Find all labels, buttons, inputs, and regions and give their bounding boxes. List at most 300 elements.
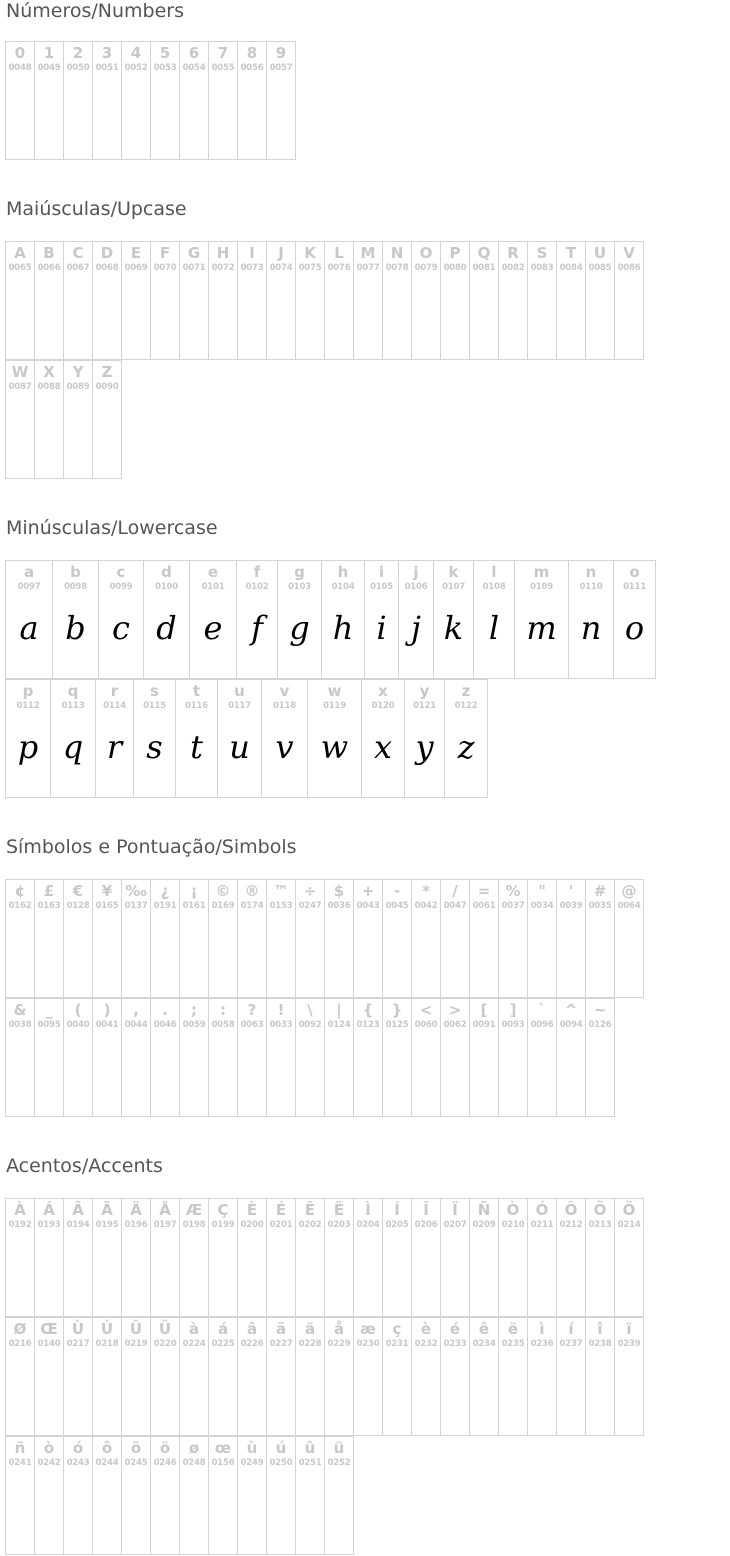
- glyph-code: 0053: [153, 63, 177, 73]
- glyph-cell: [296, 1199, 325, 1317]
- glyph-cell: [238, 242, 267, 360]
- glyph-code: 0067: [66, 263, 90, 273]
- glyph-cell: [122, 999, 151, 1117]
- glyph-character: Ú: [100, 1320, 114, 1338]
- glyph-cell: [412, 1199, 441, 1317]
- glyph-row: [5, 241, 644, 360]
- glyph-cell: [383, 242, 412, 360]
- glyph-code: 0109: [530, 582, 553, 592]
- glyph-cell: [134, 680, 176, 798]
- glyph-character: K: [304, 244, 316, 262]
- glyph-code: 0079: [414, 263, 438, 273]
- glyph-row: [5, 1317, 644, 1436]
- glyph-character: Ò: [506, 1201, 520, 1219]
- glyph-character: £: [43, 882, 55, 900]
- glyph-character: q: [67, 682, 79, 700]
- glyph-character: w: [327, 682, 342, 700]
- glyph-cell: [296, 1318, 325, 1436]
- glyph-character: @: [621, 882, 637, 900]
- glyph-code: 0113: [61, 701, 85, 711]
- glyph-cell: [151, 1437, 180, 1555]
- glyph-cell: [93, 880, 122, 998]
- glyph-code: 0163: [37, 901, 61, 911]
- glyph-cell: [6, 880, 35, 998]
- glyph-character: ò: [43, 1439, 55, 1457]
- glyph-cell: [64, 1318, 93, 1436]
- glyph-cell: [209, 999, 238, 1117]
- glyph-code: 0039: [559, 901, 583, 911]
- glyph-code: 0248: [182, 1458, 206, 1468]
- glyph-code: 0064: [617, 901, 641, 911]
- glyph-character: Û: [129, 1320, 143, 1338]
- glyph-code: 0123: [356, 1020, 380, 1030]
- glyph-cell: [383, 999, 412, 1117]
- glyph-code: 0073: [240, 263, 264, 273]
- glyph-cell: [6, 242, 35, 360]
- glyph-code: 0233: [443, 1339, 467, 1349]
- glyph-code: 0078: [385, 263, 409, 273]
- glyph-character: ¢: [14, 882, 26, 900]
- glyph-character: Z: [101, 363, 113, 381]
- glyph-code: 0070: [153, 263, 177, 273]
- glyph-character: ;: [191, 1001, 197, 1019]
- glyph-code: 0066: [37, 263, 61, 273]
- glyph-cell: [6, 680, 51, 798]
- glyph-character: -: [393, 882, 401, 900]
- glyph-sample: f: [251, 609, 263, 647]
- glyph-sample: l: [488, 609, 500, 647]
- glyph-character: z: [461, 682, 471, 700]
- glyph-character: [: [480, 1001, 488, 1019]
- glyph-code: 0250: [269, 1458, 293, 1468]
- glyph-code: 0124: [327, 1020, 351, 1030]
- glyph-cell: [557, 242, 586, 360]
- glyph-cell: [528, 1318, 557, 1436]
- glyph-code: 0107: [442, 582, 465, 592]
- glyph-cell: [51, 680, 96, 798]
- glyph-character: v: [279, 682, 290, 700]
- glyph-cell: [528, 242, 557, 360]
- glyph-character: Ä: [130, 1201, 142, 1219]
- glyph-sample: j: [411, 609, 421, 647]
- glyph-cell: [6, 1437, 35, 1555]
- glyph-cell: [180, 242, 209, 360]
- glyph-character: ø: [188, 1439, 200, 1457]
- glyph-code: 0239: [617, 1339, 641, 1349]
- glyph-cell: [6, 561, 53, 679]
- glyph-cell: [238, 1318, 267, 1436]
- glyph-cell: [267, 242, 296, 360]
- glyph-character: m: [533, 563, 550, 581]
- glyph-row: [5, 1198, 644, 1317]
- glyph-code: 0076: [327, 263, 351, 273]
- glyph-cell: [445, 680, 488, 798]
- glyph-character: &: [13, 1001, 27, 1019]
- glyph-code: 0197: [153, 1220, 177, 1230]
- glyph-character: g: [294, 563, 305, 581]
- glyph-character: N: [390, 244, 404, 262]
- glyph-character: L: [334, 244, 344, 262]
- glyph-character: I: [249, 244, 255, 262]
- glyph-character: l: [491, 563, 497, 581]
- glyph-row: [5, 560, 656, 679]
- glyph-code: 0209: [472, 1220, 496, 1230]
- glyph-code: 0211: [530, 1220, 554, 1230]
- glyph-code: 0106: [404, 582, 428, 592]
- glyph-cell: [557, 999, 586, 1117]
- glyph-code: 0087: [8, 382, 32, 392]
- glyph-character: y: [419, 682, 430, 700]
- glyph-code: 0228: [298, 1339, 322, 1349]
- glyph-cell: [35, 1318, 64, 1436]
- glyph-code: 0108: [482, 582, 506, 592]
- glyph-cell: [122, 242, 151, 360]
- glyph-cell: [615, 880, 644, 998]
- glyph-code: 0238: [588, 1339, 612, 1349]
- glyph-character: Ç: [217, 1201, 229, 1219]
- glyph-character: |: [336, 1001, 342, 1019]
- glyph-cell: [209, 1318, 238, 1436]
- glyph-character: É: [275, 1201, 287, 1219]
- glyph-character: í: [568, 1320, 574, 1338]
- glyph-cell: [308, 680, 362, 798]
- glyph-cell: [470, 1318, 499, 1436]
- glyph-character: `: [538, 1001, 546, 1019]
- glyph-sample: g: [289, 609, 310, 647]
- glyph-code: 0072: [211, 263, 235, 273]
- glyph-cell: [267, 1199, 296, 1317]
- glyph-code: 0226: [240, 1339, 264, 1349]
- glyph-cell: [6, 42, 35, 160]
- glyph-character: ®: [244, 882, 260, 900]
- glyph-cell: [557, 1199, 586, 1317]
- glyph-cell: [441, 1318, 470, 1436]
- glyph-cell: [267, 999, 296, 1117]
- glyph-character: è: [420, 1320, 432, 1338]
- glyph-cell: [278, 561, 322, 679]
- glyph-code: 0049: [37, 63, 61, 73]
- glyph-character: 5: [159, 44, 171, 62]
- glyph-cell: [499, 242, 528, 360]
- glyph-character: Q: [477, 244, 491, 262]
- glyph-character: ì: [539, 1320, 545, 1338]
- glyph-cell: [151, 1199, 180, 1317]
- glyph-cell: [470, 1199, 499, 1317]
- glyph-cell: [354, 999, 383, 1117]
- glyph-code: 0055: [211, 63, 235, 73]
- glyph-cell: [296, 999, 325, 1117]
- glyph-code: 0081: [472, 263, 496, 273]
- glyph-code: 0225: [211, 1339, 235, 1349]
- glyph-character: ë: [507, 1320, 519, 1338]
- glyph-character: >: [448, 1001, 462, 1019]
- glyph-character: 9: [275, 44, 287, 62]
- glyph-code: 0094: [559, 1020, 583, 1030]
- glyph-sample: v: [275, 728, 294, 766]
- glyph-code: 0204: [356, 1220, 380, 1230]
- glyph-code: 0201: [269, 1220, 293, 1230]
- glyph-code: 0218: [95, 1339, 119, 1349]
- glyph-cell: [64, 880, 93, 998]
- glyph-cell: [122, 880, 151, 998]
- glyph-code: 0217: [66, 1339, 90, 1349]
- glyph-cell: [586, 1318, 615, 1436]
- glyph-character: î: [597, 1320, 603, 1338]
- glyph-character: Í: [394, 1201, 400, 1219]
- glyph-code: 0231: [385, 1339, 409, 1349]
- glyph-character: 2: [72, 44, 84, 62]
- glyph-code: 0089: [66, 382, 90, 392]
- glyph-code: 0045: [385, 901, 409, 911]
- glyph-sample: n: [580, 609, 602, 647]
- glyph-sample: x: [373, 728, 393, 766]
- glyph-code: 0088: [37, 382, 61, 392]
- glyph-code: 0068: [95, 263, 119, 273]
- glyph-cell: [238, 42, 267, 160]
- glyph-code: 0077: [356, 263, 380, 273]
- glyph-code: 0220: [153, 1339, 177, 1349]
- glyph-code: 0153: [269, 901, 293, 911]
- glyph-cell: [515, 561, 569, 679]
- glyph-sample: s: [146, 728, 163, 766]
- glyph-code: 0118: [273, 701, 296, 711]
- glyph-cell: [238, 1199, 267, 1317]
- glyph-character: À: [14, 1201, 26, 1219]
- glyph-cell: [122, 1318, 151, 1436]
- glyph-character: t: [192, 682, 201, 700]
- glyph-cell: [209, 242, 238, 360]
- glyph-code: 0251: [298, 1458, 322, 1468]
- glyph-cell: [93, 1318, 122, 1436]
- glyph-character: S: [536, 244, 548, 262]
- glyph-character: Ì: [365, 1201, 371, 1219]
- glyph-character: à: [188, 1320, 200, 1338]
- glyph-cell: [35, 1199, 64, 1317]
- glyph-character: Ï: [452, 1201, 458, 1219]
- glyph-character: o: [629, 563, 640, 581]
- glyph-code: 0110: [579, 582, 603, 592]
- glyph-character: ': [568, 882, 574, 900]
- glyph-code: 0063: [240, 1020, 264, 1030]
- glyph-character: æ: [360, 1320, 376, 1338]
- glyph-character: i: [378, 563, 385, 581]
- glyph-code: 0043: [356, 901, 380, 911]
- glyph-sample: z: [457, 728, 475, 766]
- glyph-code: 0165: [95, 901, 119, 911]
- glyph-character: {: [362, 1001, 374, 1019]
- glyph-code: 0210: [501, 1220, 525, 1230]
- glyph-character: Ó: [535, 1201, 549, 1219]
- glyph-cell: [296, 880, 325, 998]
- glyph-cell: [35, 361, 64, 479]
- glyph-cell: [64, 242, 93, 360]
- glyph-cell: [470, 999, 499, 1117]
- glyph-cell: [499, 1318, 528, 1436]
- glyph-cell: [499, 880, 528, 998]
- glyph-character: Ã: [101, 1201, 113, 1219]
- glyph-code: 0242: [37, 1458, 61, 1468]
- glyph-code: 0195: [95, 1220, 119, 1230]
- glyph-code: 0071: [182, 263, 206, 273]
- glyph-character: â: [246, 1320, 258, 1338]
- glyph-character: Á: [43, 1201, 55, 1219]
- section-title: Números/Numbers: [6, 0, 184, 22]
- glyph-character: ¿: [160, 882, 170, 900]
- glyph-character: c: [116, 563, 126, 581]
- glyph-code: 0198: [182, 1220, 206, 1230]
- glyph-code: 0237: [559, 1339, 583, 1349]
- glyph-code: 0061: [472, 901, 496, 911]
- glyph-code: 0117: [228, 701, 251, 711]
- glyph-code: 0060: [414, 1020, 438, 1030]
- glyph-code: 0096: [530, 1020, 554, 1030]
- glyph-cell: [354, 1318, 383, 1436]
- glyph-character: ^: [564, 1001, 578, 1019]
- glyph-character: Ø: [13, 1320, 27, 1338]
- glyph-cell: [586, 1199, 615, 1317]
- glyph-row: [5, 1436, 354, 1555]
- glyph-code: 0234: [472, 1339, 496, 1349]
- glyph-sample: u: [229, 728, 250, 766]
- glyph-code: 0056: [240, 63, 264, 73]
- glyph-character: J: [278, 244, 284, 262]
- glyph-character: D: [100, 244, 114, 262]
- glyph-cell: [405, 680, 445, 798]
- glyph-cell: [64, 1199, 93, 1317]
- glyph-character: œ: [214, 1439, 232, 1457]
- section-title: Símbolos e Pontuação/Simbols: [6, 836, 297, 858]
- glyph-cell: [180, 1437, 209, 1555]
- glyph-cell: [35, 242, 64, 360]
- glyph-cell: [267, 42, 296, 160]
- glyph-character: 1: [43, 44, 55, 62]
- glyph-code: 0125: [385, 1020, 409, 1030]
- glyph-cell: [569, 561, 614, 679]
- glyph-character: M: [360, 244, 376, 262]
- glyph-cell: [151, 999, 180, 1117]
- glyph-code: 0203: [327, 1220, 351, 1230]
- glyph-sample: m: [526, 609, 557, 647]
- glyph-code: 0249: [240, 1458, 264, 1468]
- glyph-character: €: [72, 882, 84, 900]
- glyph-code: 0244: [95, 1458, 119, 1468]
- glyph-code: 0245: [124, 1458, 148, 1468]
- glyph-character: ,: [133, 1001, 139, 1019]
- glyph-character: r: [110, 682, 119, 700]
- glyph-code: 0090: [95, 382, 119, 392]
- glyph-character: á: [217, 1320, 229, 1338]
- glyph-code: 0156: [211, 1458, 235, 1468]
- glyph-cell: [528, 880, 557, 998]
- glyph-code: 0174: [240, 901, 264, 911]
- glyph-cell: [383, 880, 412, 998]
- glyph-cell: [53, 561, 99, 679]
- glyph-cell: [325, 242, 354, 360]
- glyph-code: 0098: [64, 582, 87, 592]
- section-title: Minúsculas/Lowercase: [6, 517, 218, 539]
- glyph-cell: [296, 242, 325, 360]
- glyph-cell: [99, 561, 144, 679]
- glyph-cell: [267, 880, 296, 998]
- glyph-code: 0038: [8, 1020, 32, 1030]
- glyph-cell: [412, 1318, 441, 1436]
- glyph-character: <: [419, 1001, 433, 1019]
- glyph-character: Ù: [71, 1320, 85, 1338]
- glyph-code: 0035: [588, 901, 612, 911]
- section-title: Acentos/Accents: [6, 1155, 163, 1177]
- glyph-code: 0194: [66, 1220, 90, 1230]
- glyph-code: 0083: [530, 263, 554, 273]
- glyph-cell: [325, 1437, 354, 1555]
- glyph-character: f: [253, 563, 261, 581]
- glyph-character: Œ: [40, 1320, 58, 1338]
- glyph-character: ÷: [303, 882, 317, 900]
- glyph-cell: [383, 1199, 412, 1317]
- glyph-character: \: [307, 1001, 313, 1019]
- glyph-cell: [64, 361, 93, 479]
- glyph-sample: o: [624, 609, 645, 647]
- glyph-character: ¥: [101, 882, 113, 900]
- glyph-cell: [399, 561, 434, 679]
- glyph-character: é: [449, 1320, 461, 1338]
- glyph-code: 0243: [66, 1458, 90, 1468]
- glyph-cell: [557, 1318, 586, 1436]
- glyph-sample: k: [443, 609, 464, 647]
- glyph-code: 0044: [124, 1020, 148, 1030]
- glyph-cell: [209, 42, 238, 160]
- glyph-cell: [151, 1318, 180, 1436]
- glyph-code: 0059: [182, 1020, 206, 1030]
- glyph-code: 0052: [124, 63, 148, 73]
- glyph-code: 0202: [298, 1220, 322, 1230]
- glyph-cell: [6, 1318, 35, 1436]
- glyph-cell: [615, 1199, 644, 1317]
- glyph-character: u: [234, 682, 245, 700]
- glyph-character: ó: [72, 1439, 84, 1457]
- glyph-code: 0075: [298, 263, 322, 273]
- glyph-character: X: [43, 363, 55, 381]
- glyph-cell: [64, 999, 93, 1117]
- glyph-character: U: [593, 244, 607, 262]
- glyph-code: 0112: [16, 701, 40, 711]
- glyph-character: s: [150, 682, 159, 700]
- glyph-character: $: [333, 882, 345, 900]
- glyph-code: 0104: [331, 582, 355, 592]
- glyph-code: 0229: [327, 1339, 351, 1349]
- glyph-cell: [441, 242, 470, 360]
- glyph-code: 0093: [501, 1020, 525, 1030]
- glyph-code: 0122: [454, 701, 478, 711]
- glyph-character: (: [74, 1001, 82, 1019]
- glyph-cell: [122, 1199, 151, 1317]
- glyph-code: 0116: [185, 701, 208, 711]
- glyph-cell: [322, 561, 365, 679]
- glyph-cell: [180, 42, 209, 160]
- glyph-cell: [180, 1318, 209, 1436]
- glyph-cell: [151, 242, 180, 360]
- glyph-cell: [528, 1199, 557, 1317]
- glyph-code: 0048: [8, 63, 32, 73]
- glyph-sample: q: [62, 728, 84, 766]
- glyph-code: 0036: [327, 901, 351, 911]
- glyph-character: Æ: [185, 1201, 203, 1219]
- glyph-character: G: [187, 244, 201, 262]
- glyph-character: p: [22, 682, 34, 700]
- glyph-code: 0230: [356, 1339, 380, 1349]
- glyph-code: 0196: [124, 1220, 148, 1230]
- glyph-code: 0086: [617, 263, 641, 273]
- glyph-sample: d: [156, 609, 177, 647]
